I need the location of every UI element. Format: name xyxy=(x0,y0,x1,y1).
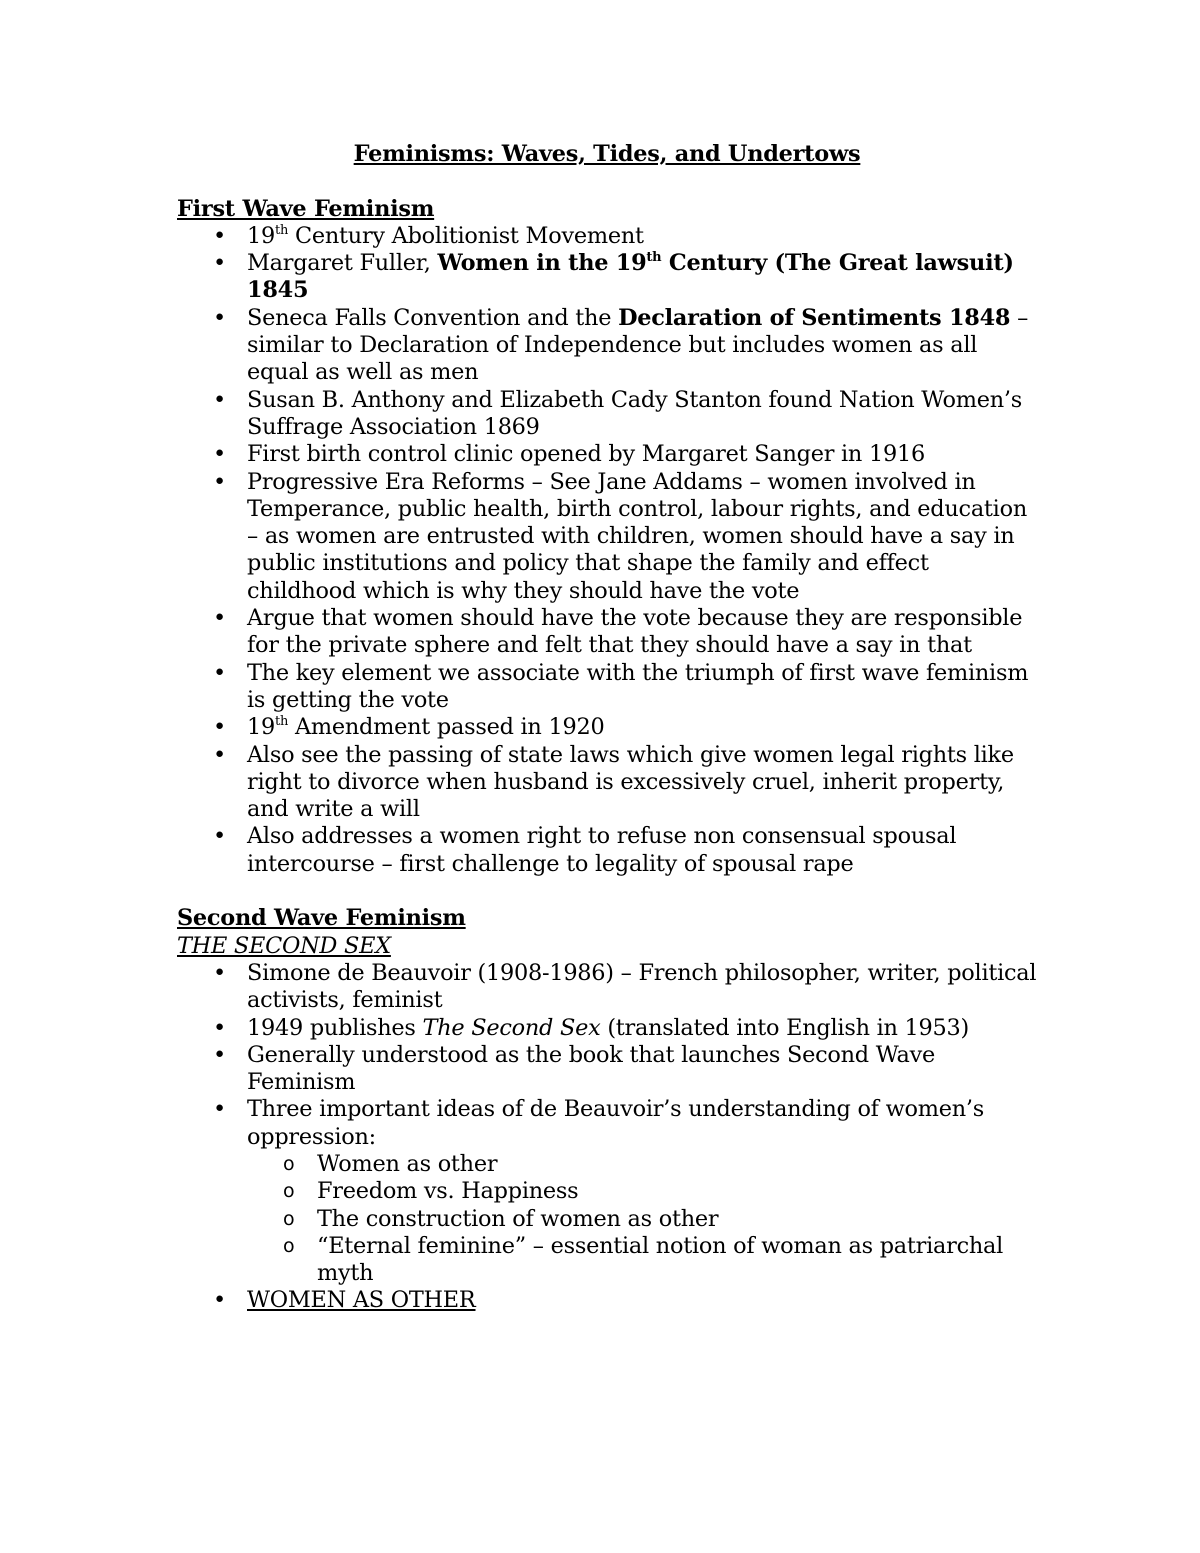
book-title: The Second Sex xyxy=(422,1014,601,1041)
item-text: Simone de Beauvoir (1908-1986) – French philosopher, writer, political activists, feminist xyxy=(247,959,1037,1014)
bullet-icon: • xyxy=(213,1041,226,1068)
list-item xyxy=(177,960,1037,1015)
spacer xyxy=(177,168,1037,195)
sub-item-text: Women as other xyxy=(317,1150,498,1177)
document-content xyxy=(177,141,1037,1315)
bold-text: Declaration of Sentiments 1848 xyxy=(618,304,1011,331)
sub-list-item xyxy=(247,1151,1037,1178)
sub-list-item xyxy=(247,1178,1037,1205)
first-wave-list xyxy=(177,223,1037,878)
item-text-part: 19 xyxy=(247,222,275,249)
hollow-bullet-icon: o xyxy=(283,1152,295,1175)
item-text: First birth control clinic opened by Margaret Sanger in 1916 xyxy=(247,441,925,468)
hollow-bullet-icon: o xyxy=(283,1234,295,1257)
bullet-icon: • xyxy=(213,823,226,850)
bullet-icon: • xyxy=(213,250,226,277)
section-heading-first-wave: First Wave Feminism xyxy=(177,195,435,222)
item-text: Also see the passing of state laws which give women legal rights like right to divorce when husband is excessively cruel, inherit property, and write a will xyxy=(247,741,1014,823)
sub-list-item xyxy=(247,1233,1037,1288)
bullet-icon: • xyxy=(213,468,226,495)
list-item xyxy=(177,1287,1037,1314)
list-item xyxy=(177,714,1037,741)
bullet-icon: • xyxy=(213,304,226,331)
bullet-icon: • xyxy=(213,1096,226,1123)
bullet-icon: • xyxy=(213,959,226,986)
item-text: The key element we associate with the triumph of first wave feminism is getting the vote xyxy=(247,659,1029,713)
list-item xyxy=(177,1042,1037,1097)
bullet-icon: • xyxy=(213,605,226,632)
sub-item-text: Freedom vs. Happiness xyxy=(317,1178,579,1205)
item-text-part: 19 xyxy=(247,714,275,741)
item-text: Susan B. Anthony and Elizabeth Cady Stanton found Nation Women’s Suffrage Association 1869 xyxy=(247,386,1023,440)
item-text-part: Margaret Fuller, xyxy=(247,250,438,277)
bullet-icon: • xyxy=(213,714,226,741)
subheading-the-second-sex: THE SECOND SEX xyxy=(177,932,391,959)
list-item xyxy=(177,823,1037,878)
document-title: Feminisms: Waves, Tides, and Undertows xyxy=(353,141,861,167)
list-item xyxy=(177,742,1037,824)
item-text-part: Century Abolitionist Movement xyxy=(288,222,644,249)
item-text: Also addresses a women right to refuse non consensual spousal intercourse – first challenge to legality of spousal rape xyxy=(247,823,957,877)
bullet-icon: • xyxy=(213,441,226,468)
bold-text: Women in the 19 xyxy=(437,250,647,277)
bullet-icon: • xyxy=(213,659,226,686)
spacer xyxy=(177,878,1037,905)
sub-item-text: The construction of women as other xyxy=(317,1205,719,1232)
item-text-part: Amendment passed in 1920 xyxy=(288,714,605,741)
bullet-icon: • xyxy=(213,741,226,768)
item-text-part: (translated into English in 1953) xyxy=(600,1014,970,1041)
second-wave-list xyxy=(177,960,1037,1315)
superscript: th xyxy=(275,222,289,238)
bullet-icon: • xyxy=(213,386,226,413)
superscript: th xyxy=(275,714,289,730)
list-item xyxy=(177,1015,1037,1042)
sub-item-text: “Eternal feminine” – essential notion of woman as patriarchal myth xyxy=(317,1232,1004,1287)
list-item xyxy=(177,250,1037,305)
list-item xyxy=(177,223,1037,250)
hollow-bullet-icon: o xyxy=(283,1207,295,1230)
list-item xyxy=(177,1096,1037,1287)
hollow-bullet-icon: o xyxy=(283,1180,295,1203)
bullet-icon: • xyxy=(213,1014,226,1041)
item-text: Generally understood as the book that launches Second Wave Feminism xyxy=(247,1041,936,1096)
item-text: Three important ideas of de Beauvoir’s understanding of women’s oppression: xyxy=(247,1096,984,1150)
superscript: th xyxy=(646,250,662,266)
list-item xyxy=(177,441,1037,468)
list-item xyxy=(177,469,1037,605)
list-item xyxy=(177,305,1037,387)
item-text-part: – similar to Declaration of Independence but includes women as all equal as well as men xyxy=(247,304,1029,386)
list-item xyxy=(177,660,1037,715)
list-item xyxy=(177,387,1037,442)
item-text: Argue that women should have the vote because they are responsible for the private sphere and felt that they should have a say in that xyxy=(247,605,1023,659)
bullet-icon: • xyxy=(213,1287,226,1314)
bullet-icon: • xyxy=(213,222,226,249)
item-text-part: 1949 publishes xyxy=(247,1014,423,1041)
sub-list xyxy=(247,1151,1037,1287)
list-item xyxy=(177,605,1037,660)
item-text: Progressive Era Reforms – See Jane Addams – women involved in Temperance, public health, birth control, labour rights, and education – as women are entrusted with children, women should have a say in public institutions and policy that shape the family and effect childhood which is why they should have the vote xyxy=(247,468,1027,604)
section-heading-second-wave: Second Wave Feminism xyxy=(177,905,466,932)
underlined-text: WOMEN AS OTHER xyxy=(247,1287,476,1314)
item-text-part: Seneca Falls Convention and the xyxy=(247,304,619,331)
bold-text: Century (The Great lawsuit) 1845 xyxy=(247,250,1014,304)
sub-list-item xyxy=(247,1206,1037,1233)
